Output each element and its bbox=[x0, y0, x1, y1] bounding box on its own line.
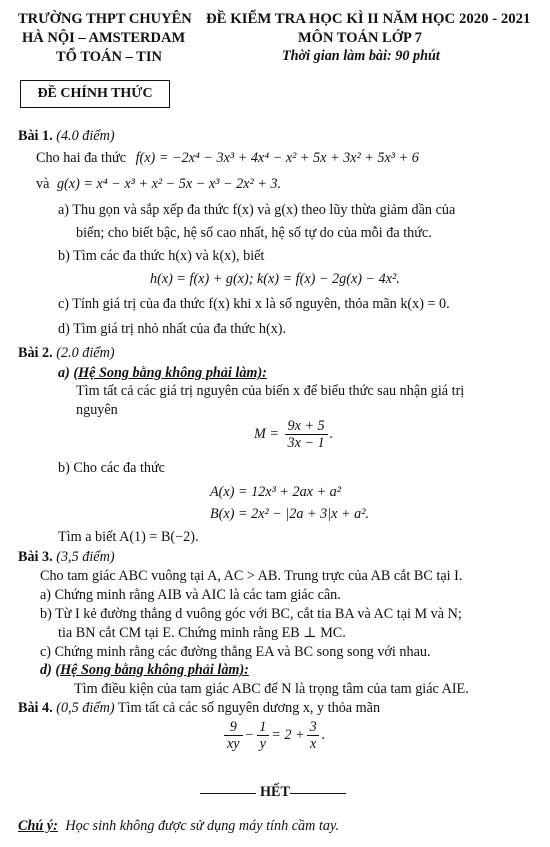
f-definition: f(x) = −2x⁴ − 3x³ + 4x⁴ − x² + 5x + 3x² + 5x³ + 6 bbox=[135, 150, 419, 166]
bai2-title: Bài 2. bbox=[18, 345, 53, 361]
exam-title: ĐỀ KIỂM TRA HỌC KÌ II NĂM HỌC 2020 - 2021 bbox=[206, 11, 531, 27]
frac3-denominator: x bbox=[307, 735, 319, 752]
bai1-intro: Cho hai đa thức bbox=[36, 150, 127, 166]
bai4-equation bbox=[222, 719, 325, 753]
bai3-b-line2: tia BN cắt CM tại E. Chứng minh rằng EB ⊥ MC. bbox=[58, 625, 346, 641]
bai1-intro-line bbox=[36, 150, 419, 168]
bai4-end: . bbox=[321, 727, 326, 744]
g-prefix: và bbox=[36, 176, 50, 192]
g-line bbox=[36, 176, 281, 194]
note-text: Học sinh không được sử dụng máy tính cầm tay. bbox=[65, 818, 340, 834]
B-definition: B(x) = 2x² − |2a + 3|x + a². bbox=[210, 506, 369, 522]
official-badge: ĐỀ CHÍNH THỨC bbox=[20, 80, 170, 108]
end-mark: HẾT bbox=[260, 784, 290, 800]
bai4-frac1 bbox=[224, 719, 243, 753]
g-definition: g(x) = x⁴ − x³ + x² − 5x − x³ − 2x² + 3. bbox=[56, 176, 282, 192]
bai4-frac3 bbox=[307, 719, 320, 753]
m-numerator: 9x + 5 bbox=[287, 418, 325, 434]
bai2-a-heading bbox=[58, 365, 267, 383]
bai3-heading bbox=[18, 549, 115, 567]
bai1-points: (4.0 điểm) bbox=[56, 128, 115, 144]
bai4-frac2 bbox=[256, 719, 269, 753]
frac2-numerator: 1 bbox=[259, 719, 267, 735]
bai2-a-title: (Hệ Song bằng không phải làm): bbox=[73, 365, 267, 381]
bai3-d-label: d) bbox=[40, 662, 52, 678]
m-end: . bbox=[329, 426, 334, 443]
bai3-d-line: Tìm điều kiện của tam giác ABC để N là trọng tâm của tam giác AIE. bbox=[74, 681, 469, 697]
exam-subject: MÔN TOÁN LỚP 7 bbox=[298, 30, 422, 46]
school-name: TRƯỜNG THPT CHUYÊN bbox=[18, 11, 192, 27]
bai2-b-line: b) Cho các đa thức bbox=[58, 460, 165, 476]
exam-duration: Thời gian làm bài: 90 phút bbox=[282, 48, 440, 64]
bai4-minus: − bbox=[244, 727, 255, 744]
bai1-a-line1: a) Thu gọn và sắp xếp đa thức f(x) và g(x) theo lũy thừa giảm dần của bbox=[58, 202, 456, 218]
bai1-d-line: d) Tìm giá trị nhỏ nhất của đa thức h(x). bbox=[58, 321, 287, 337]
bai4-text: Tìm tất cả các số nguyên dương x, y thỏa mãn bbox=[117, 700, 381, 716]
school-subname: HÀ NỘI – AMSTERDAM bbox=[22, 30, 186, 46]
m-lhs: M = bbox=[254, 426, 279, 443]
bai3-intro: Cho tam giác ABC vuông tại A, AC > AB. Trung trực của AB cắt BC tại I. bbox=[40, 568, 463, 584]
bai3-a-line: a) Chứng minh rằng AIB và AIC là các tam giác cân. bbox=[40, 587, 341, 603]
bai2-a-line1: Tìm tất cả các giá trị nguyên của biến x để biểu thức sau nhận giá trị bbox=[76, 383, 465, 399]
bai4-line bbox=[18, 700, 380, 718]
bai2-a-line2: nguyên bbox=[76, 402, 118, 418]
bai2-find-line: Tìm a biết A(1) = B(−2). bbox=[58, 529, 199, 545]
note-label: Chú ý: bbox=[18, 818, 58, 834]
bai2-points: (2.0 điểm) bbox=[56, 345, 115, 361]
bai3-d-title: (Hệ Song bằng không phải làm): bbox=[55, 662, 249, 678]
frac1-numerator: 9 bbox=[229, 719, 237, 735]
bai1-title: Bài 1. bbox=[18, 128, 53, 144]
bai2-heading bbox=[18, 345, 115, 363]
frac3-numerator: 3 bbox=[309, 719, 317, 735]
bai3-c-line: c) Chứng minh rằng các đường thẳng EA và BC song song với nhau. bbox=[40, 644, 431, 660]
bai1-b-line1: b) Tìm các đa thức h(x) và k(x), biết bbox=[58, 248, 265, 264]
bai1-a-line2: biến; cho biết bậc, hệ số cao nhất, hệ số tự do của mỗi đa thức. bbox=[76, 225, 432, 241]
A-definition: A(x) = 12x³ + 2ax + a² bbox=[210, 484, 341, 500]
bai3-title: Bài 3. bbox=[18, 549, 53, 565]
m-denominator: 3x − 1 bbox=[285, 434, 328, 451]
bai3-d-heading bbox=[40, 662, 249, 680]
hk-formula: h(x) = f(x) + g(x); k(x) = f(x) − 2g(x) − 4x². bbox=[150, 271, 400, 287]
footer-note bbox=[18, 818, 339, 836]
end-rule-right bbox=[290, 793, 346, 794]
frac1-denominator: xy bbox=[224, 735, 243, 752]
m-expression bbox=[254, 418, 333, 452]
bai3-points: (3,5 điểm) bbox=[56, 549, 115, 565]
bai2-a-label: a) bbox=[58, 365, 70, 381]
m-fraction bbox=[285, 418, 328, 452]
department-name: TỔ TOÁN – TIN bbox=[56, 49, 162, 65]
bai3-b-line1: b) Từ I kẻ đường thẳng d vuông góc với BC, cắt tia BA và AC tại M và N; bbox=[40, 606, 462, 622]
bai4-points: (0,5 điểm) bbox=[56, 700, 115, 716]
bai4-title: Bài 4. bbox=[18, 700, 53, 716]
bai1-heading bbox=[18, 128, 115, 146]
end-rule-left bbox=[200, 793, 256, 794]
bai1-c-line: c) Tính giá trị của đa thức f(x) khi x là số nguyên, thỏa mãn k(x) = 0. bbox=[58, 296, 450, 312]
bai4-equals: = 2 + bbox=[271, 727, 305, 744]
frac2-denominator: y bbox=[257, 735, 269, 752]
